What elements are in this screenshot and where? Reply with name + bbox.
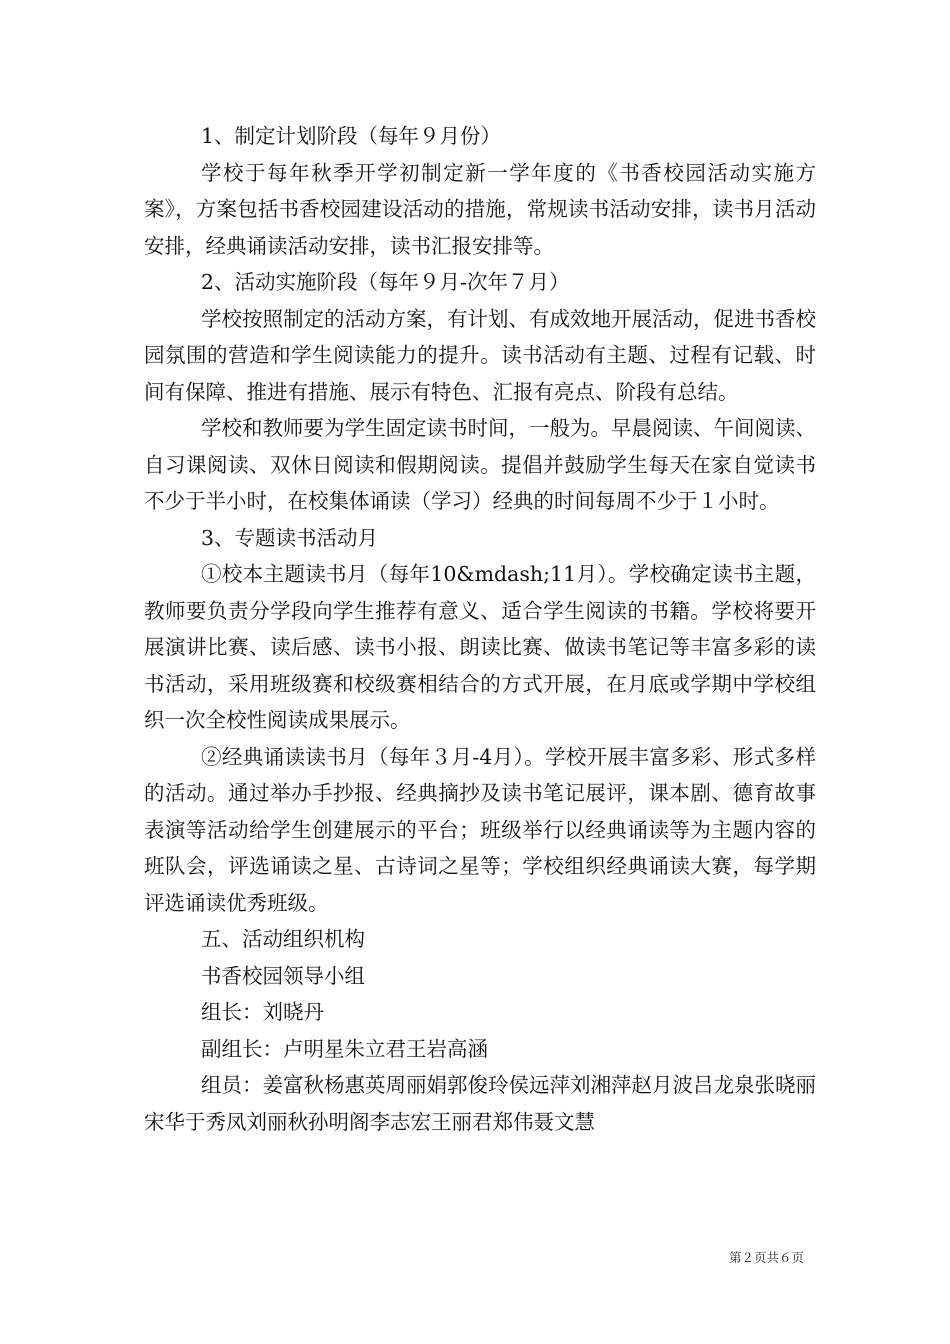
paragraph-implementation: 学校按照制定的活动方案，有计划、有成效地开展活动，促进书香校园氛围的营造和学生阅读能力的提升。读书活动有主题、过程有记载、时间有保障、推进有措施、展示有特色、汇报有亮点、阶段有总结。	[144, 306, 816, 404]
paragraph-group-leader: 组长：刘晓丹	[201, 1000, 324, 1024]
section-heading-plan: 1、制定计划阶段（每年９月份）	[201, 124, 502, 148]
paragraph-leadership-group: 书香校园领导小组	[201, 963, 365, 988]
paragraph-classic-reading-month: ②经典诵读读书月（每年３月-4月）。学校开展丰富多彩、形式多样的活动。通过举办手抄报、经典摘抄及读书笔记展评，课本剧、德育故事表演等活动给学生创建展示的平台；班级举行以经典诵读等为主题内容的班队会，评选诵读之星、古诗词之星等；学校组织经典诵读大赛，每学期评选诵读优秀班级。	[144, 744, 816, 915]
page-number-footer: 第２页共６页	[728, 1250, 804, 1265]
document-body	[144, 118, 816, 1140]
paragraph-group-members: 组员：姜富秋杨惠英周丽娟郭俊玲侯远萍刘湘萍赵月波吕龙泉张晓丽宋华于秀凤刘丽秋孙明阁李志宏王丽君郑伟聂文慧	[144, 1073, 816, 1134]
section-heading-implementation: 2、活动实施阶段（每年９月-次年７月）	[201, 270, 570, 294]
section-heading-theme-month: 3、专题读书活动月	[201, 525, 379, 550]
paragraph-plan: 学校于每年秋季开学初制定新一学年度的《书香校园活动实施方案》，方案包括书香校园建设活动的措施，常规读书活动安排，读书月活动安排，经典诵读活动安排，读书汇报安排等。	[144, 160, 816, 258]
paragraph-reading-time: 学校和教师要为学生固定读书时间，一般为。早晨阅读、午间阅读、自习课阅读、双休日阅读和假期阅读。提倡并鼓励学生每天在家自觉读书不少于半小时，在校集体诵读（学习）经典的时间每周不少于１小时。	[144, 416, 816, 513]
paragraph-school-theme-month: ①校本主题读书月（每年10&mdash;11月）。学校确定读书主题，教师要负责分学段向学生推荐有意义、适合学生阅读的书籍。学校将要开展演讲比赛、读后感、读书小报、朗读比赛、做读书笔记等丰富多彩的读书活动，采用班级赛和校级赛相结合的方式开展，在月底或学期中学校组织一次全校性阅读成果展示。	[144, 562, 816, 732]
paragraph-deputy-leaders: 副组长：卢明星朱立君王岩高涵	[201, 1036, 488, 1061]
section-heading-organization: 五、活动组织机构	[201, 927, 365, 951]
